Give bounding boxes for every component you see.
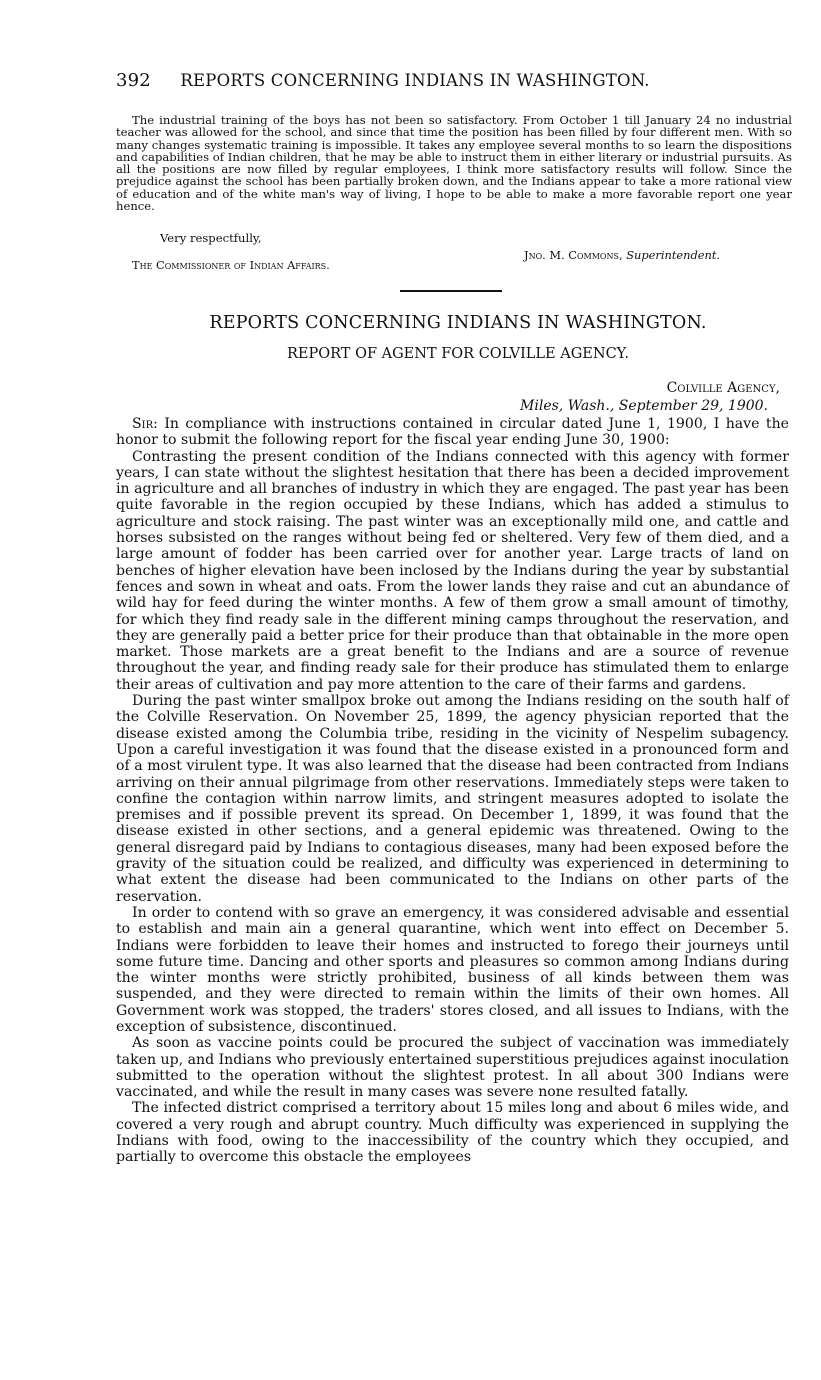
paragraph [116,416,789,449]
paragraph: In order to contend with so grave an emergency, it was considered advisable and essential to establish and main ain a general quarantine, which went into effect on December 5. Indians were forbidden to leave their homes and instructed to forego their journeys until some future time. Dancing and other sports and pleasures so common among Indians during the winter months were strictly prohibited, business of all kinds between them was suspended, and they were directed to remain within the limits of their own homes. All Government work was stopped, the traders' stores closed, and all issues to Indians, with the exception of subsistence, discontinued. [116,904,789,1035]
paragraph: The infected district comprised a territory about 15 miles long and about 6 miles wide, and covered a very rough and abrupt country. Much difficulty was experienced in supplying the Indians with food, owing to the inaccessibility of the country which they occupied, and partially to overcome this obstacle the employees [116,1100,789,1166]
dateline-place-date: Miles, Wash., September 29, 1900. [520,398,768,414]
paragraph: Contrasting the present condition of the Indians connected with this agency with former years, I can state without the slightest hesitation that there has been a decided improvement in agriculture and all branches of industry in which they are engaged. The past year has been quite favorable in the region occupied by these Indians, which has added a stimulus to agriculture and stock raising. The past winter was an exceptionally mild one, and cattle and horses subsisted on the ranges without being fed or sheltered. Very few of them died, and a large amount of fodder has been carried over for another year. Large tracts of land on benches of higher elevation have been inclosed by the Indians during the year by substantial fences and sown in wheat and oats. From the lower lands they raise and cut an abundance of wild hay for feed during the winter months. A few of them grow a small amount of timothy, for which they find ready sale in the different mining camps throughout the reservation, and they are generally paid a better price for their produce than that obtainable in the more open market. Those markets are a great benefit to the Indians and are a source of revenue throughout the year, and finding ready sale for their produce has stimulated them to enlarge their areas of cultivation and pay more attention to the care of their farms and gardens. [116,448,789,693]
paragraph: As soon as vaccine points could be procured the subject of vaccination was immediately taken up, and Indians who previously entertained superstitious prejudices against inoculation submitted to the operation without the slightest protest. In all about 300 Indians were vaccinated, and while the result in many cases was severe none resulted fatally. [116,1035,789,1101]
closing-paragraph: The industrial training of the boys has not been so satisfactory. From October 1 till January 24 no industrial teacher was allowed for the school, and since that time the position has been filled by four different men. With so many changes systematic training is impossible. It takes any employee several months to so learn the dispositions and capabilities of Indian children, that he may be able to instruct them in either literary or industrial pursuits. As all the positions are now filled by regular employees, I think more satisfactory results will follow. Since the prejudice against the school has been partially broken down, and the Indians appear to take a more rational view of education and of the white man's way of living, I hope to be able to make a more favorable report one year hence. [116,113,792,214]
paragraph-text: In compliance with instructions contained in circular dated June 1, 1900, I have the honor to submit the following report for the fiscal year ending June 30, 1900: [116,416,789,449]
closing-salutation: Very respectfully, [160,231,262,245]
dateline-agency: Colville Agency, [666,380,780,396]
running-head [116,70,816,91]
signature-name: Jno. M. Commons, [524,248,623,262]
paragraph: During the past winter smallpox broke out among the Indians residing on the south half of the Colville Reservation. On November 25, 1899, the agency physician reported that the disease existed among the Columbia tribe, residing in the vicinity of Nespelim subagency. Upon a careful investigation it was found that the disease existed in a pronounced form and of a most virulent type. It was also learned that the disease had been contracted from Indians arriving on their annual pilgrimage from other reservations. Immediately steps were taken to confine the contagion within narrow limits, and stringent measures adopted to isolate the premises and if possible prevent its spread. On December 1, 1899, it was found that the disease existed in other sections, and a general epidemic was threatened. Owing to the general disregard paid by Indians to contagious diseases, many had been exposed before the gravity of the situation could be realized, and difficulty was experienced in determining to what extent the disease had been communicated to the Indians on other parts of the reservation. [116,693,789,905]
salutation: Sir: [132,416,158,432]
section-divider [400,290,502,292]
signature-title: Superintendent. [626,248,721,262]
page-number: 392 [116,70,151,91]
report-body [116,416,789,1166]
report-title: REPORT OF AGENT FOR COLVILLE AGENCY. [286,346,629,362]
addressee: The Commissioner of Indian Affairs. [132,258,330,272]
signature [524,248,720,262]
section-title: REPORTS CONCERNING INDIANS IN WASHINGTON. [209,313,707,333]
closing-paragraph-block [116,114,792,212]
running-head-title: REPORTS CONCERNING INDIANS IN WASHINGTON. [180,71,650,90]
